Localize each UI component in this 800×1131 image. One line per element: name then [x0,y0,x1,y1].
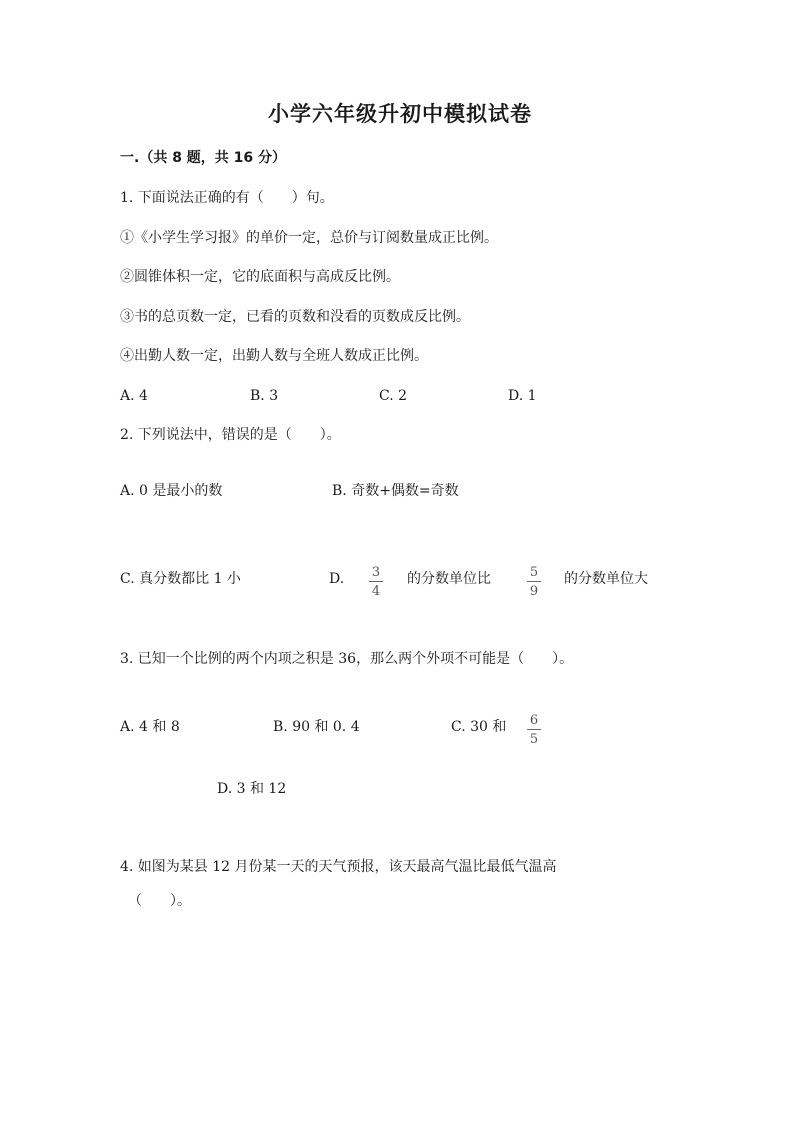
question-4-stem-line-2: （ ）。 [128,893,191,909]
fraction-denominator: 5 [529,732,539,747]
fraction-three-quarters [368,566,384,598]
section-heading: 一.（共 8 题，共 16 分） [120,150,287,166]
question-1-statement-4: ④出勤人数一定，出勤人数与全班人数成正比例。 [120,348,428,364]
question-1-stem: 1. 下面说法正确的有（ ）句。 [120,190,334,206]
question-2-option-d-suffix: 的分数单位大 [564,571,648,587]
question-4-stem-line-1: 4. 如图为某县 12 月份某一天的天气预报，该天最高气温比最低气温高 [120,859,557,875]
question-1-option-a[interactable]: A. 4 [120,388,148,404]
fraction-bar [527,581,541,582]
fraction-bar [369,581,383,582]
question-1-option-c[interactable]: C. 2 [379,388,408,404]
fraction-denominator: 4 [371,584,381,599]
question-2-stem: 2. 下列说法中，错误的是（ ）。 [120,427,341,443]
fraction-six-fifths [526,714,542,746]
question-2-option-d-middle: 的分数单位比 [407,571,491,587]
fraction-numerator: 5 [529,565,539,580]
question-3-option-c-label: C. 30 和 [451,719,507,735]
question-1-option-b[interactable]: B. 3 [250,388,279,404]
question-3-option-a[interactable]: A. 4 和 8 [120,719,180,735]
question-2-option-c[interactable]: C. 真分数都比 1 小 [120,571,241,587]
question-2-option-b[interactable]: B. 奇数+偶数=奇数 [332,483,459,499]
fraction-five-ninths [526,566,542,598]
fraction-numerator: 6 [529,713,539,728]
question-1-statement-2: ②圆锥体积一定，它的底面积与高成反比例。 [120,269,400,285]
exam-title: 小学六年级升初中模拟试卷 [268,102,532,126]
fraction-numerator: 3 [371,565,381,580]
fraction-denominator: 9 [529,584,539,599]
question-1-statement-3: ③书的总页数一定，已看的页数和没看的页数成反比例。 [120,309,470,325]
question-2-option-a[interactable]: A. 0 是最小的数 [120,483,223,499]
question-3-option-d[interactable]: D. 3 和 12 [217,781,287,797]
question-2-option-d-label: D. [329,571,345,587]
fraction-bar [527,729,541,730]
question-1-statement-1: ①《小学生学习报》的单价一定，总价与订阅数量成正比例。 [120,230,498,246]
question-3-stem: 3. 已知一个比例的两个内项之积是 36，那么两个外项不可能是（ ）。 [120,651,574,667]
question-3-option-b[interactable]: B. 90 和 0. 4 [273,719,360,735]
question-1-option-d[interactable]: D. 1 [508,388,537,404]
